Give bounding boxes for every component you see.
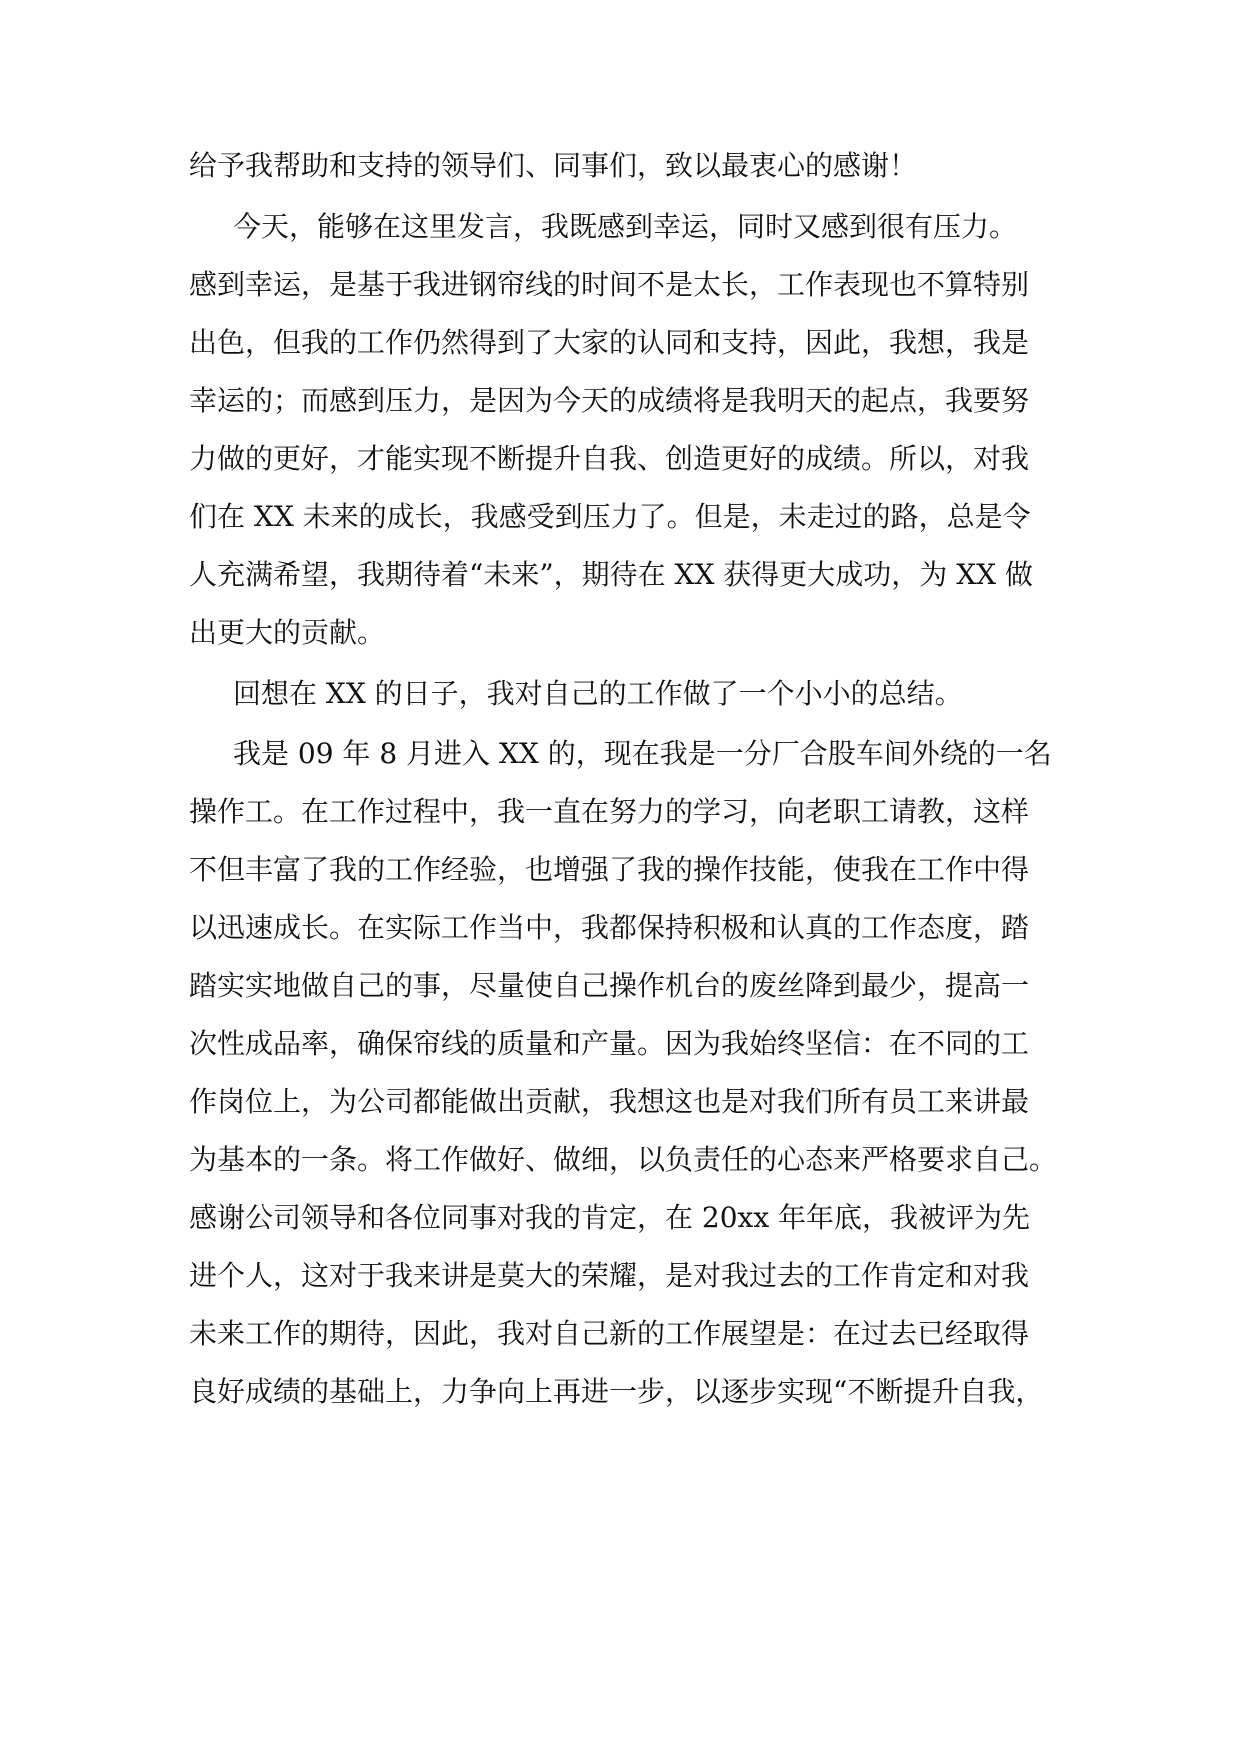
text-line: 们在 XX 未来的成长，我感受到压力了。但是，未走过的路，总是令 [189, 500, 1031, 533]
text-line: 不但丰富了我的工作经验，也增强了我的操作技能，使我在工作中得 [189, 853, 1030, 886]
text-line: 次性成品率，确保帘线的质量和产量。因为我始终坚信：在不同的工 [189, 1027, 1030, 1060]
text-line: 进个人，这对于我来讲是莫大的荣耀，是对我过去的工作肯定和对我 [189, 1259, 1030, 1292]
text-line: 踏实实地做自己的事，尽量使自己操作机台的废丝降到最少，提高一 [189, 969, 1030, 1002]
paragraph-start-line: 回想在 XX 的日子，我对自己的工作做了一个小小的总结。 [233, 677, 963, 710]
text-line: 给予我帮助和支持的领导们、同事们，致以最衷心的感谢！ [189, 149, 918, 182]
text-line: 作岗位上，为公司都能做出贡献，我想这也是对我们所有员工来讲最 [189, 1085, 1030, 1118]
text-line: 感到幸运，是基于我进钢帘线的时间不是太长，工作表现也不算特别 [189, 268, 1030, 301]
text-line: 未来工作的期待，因此，我对自己新的工作展望是：在过去已经取得 [189, 1317, 1030, 1350]
text-line: 为基本的一条。将工作做好、做细，以负责任的心态来严格要求自己。 [189, 1143, 1058, 1176]
text-line: 良好成绩的基础上，力争向上再进一步，以逐步实现“不断提升自我， [189, 1375, 1044, 1408]
text-line: 出更大的贡献。 [189, 616, 386, 649]
text-line: 人充满希望，我期待着“未来”，期待在 XX 获得更大成功，为 XX 做 [189, 558, 1033, 591]
text-line: 操作工。在工作过程中，我一直在努力的学习，向老职工请教，这样 [189, 795, 1030, 828]
text-line: 感谢公司领导和各位同事对我的肯定，在 20xx 年年底，我被评为先 [189, 1201, 1031, 1234]
text-line: 出色，但我的工作仍然得到了大家的认同和支持，因此，我想，我是 [189, 326, 1030, 359]
text-line: 以迅速成长。在实际工作当中，我都保持积极和认真的工作态度，踏 [189, 911, 1030, 944]
text-line: 幸运的；而感到压力，是因为今天的成绩将是我明天的起点，我要努 [189, 384, 1030, 417]
paragraph-start-line: 我是 09 年 8 月进入 XX 的，现在我是一分厂合股车间外绕的一名 [233, 737, 1052, 770]
paragraph-start-line: 今天，能够在这里发言，我既感到幸运，同时又感到很有压力。 [233, 210, 1018, 243]
text-line: 力做的更好，才能实现不断提升自我、创造更好的成绩。所以，对我 [189, 442, 1030, 475]
